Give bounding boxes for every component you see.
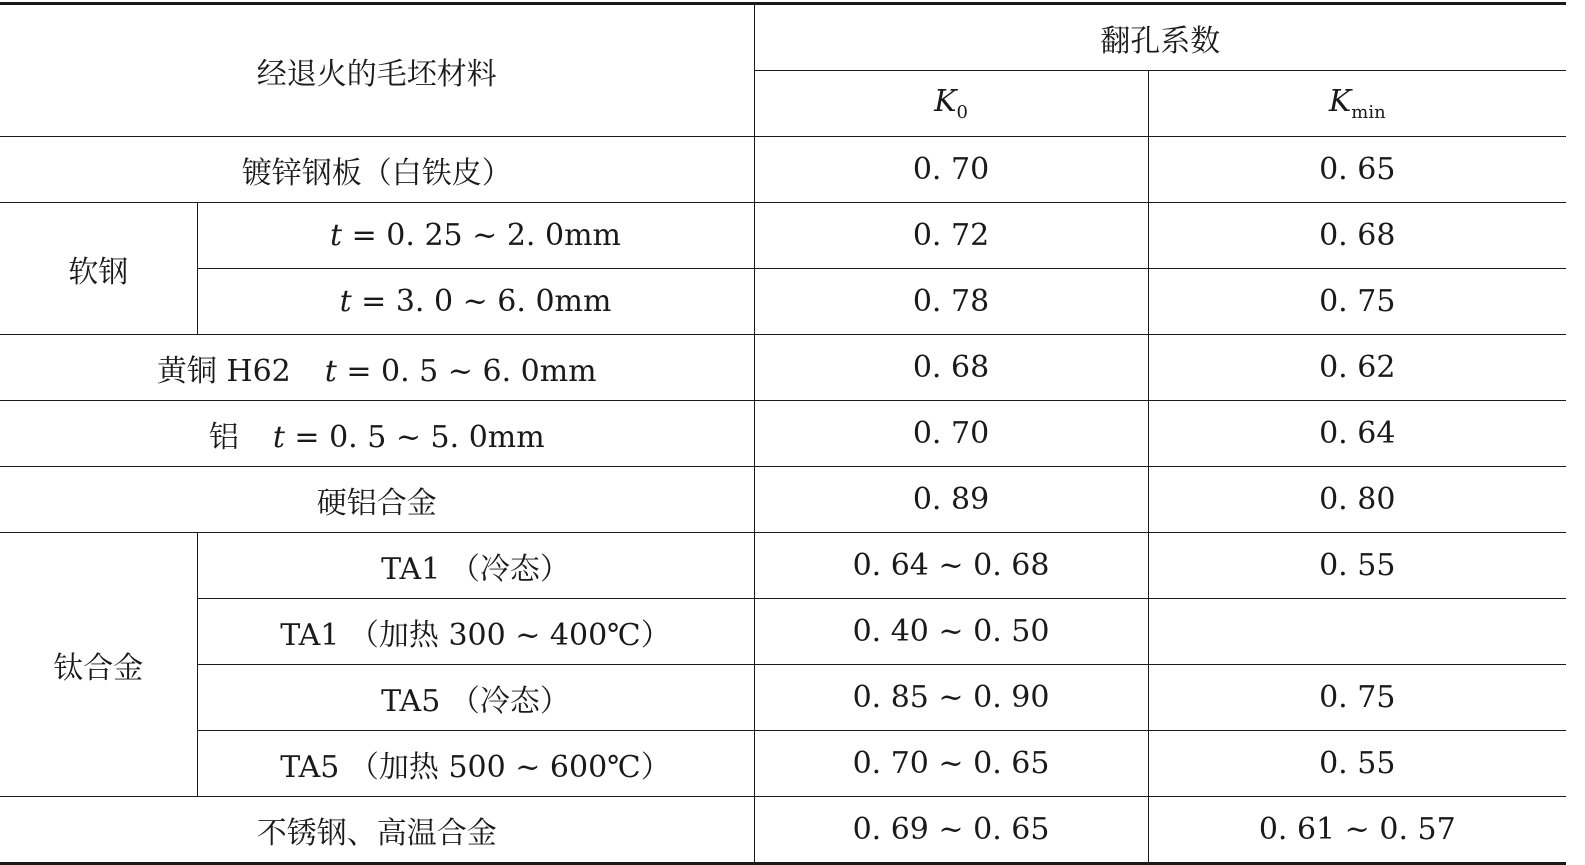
k0-header: $K_0$ bbox=[754, 71, 1148, 137]
material-subcell: t = 0. 25 ~ 2. 0mm bbox=[197, 203, 754, 269]
flanging-coefficient-table bbox=[0, 2, 1566, 865]
group-cell-mild-steel: 软钢 bbox=[0, 203, 197, 335]
material-subcell: t = 3. 0 ~ 6. 0mm bbox=[197, 269, 754, 335]
k0-cell: 0. 40 ~ 0. 50 bbox=[754, 599, 1148, 665]
material-subcell: TA1 （加热 300 ~ 400℃） bbox=[197, 599, 754, 665]
table-row bbox=[0, 797, 1566, 864]
k0-cell: 0. 78 bbox=[754, 269, 1148, 335]
kmin-cell: 0. 62 bbox=[1148, 335, 1566, 401]
material-cell: 铝 t = 0. 5 ~ 5. 0mm bbox=[0, 401, 754, 467]
table-row bbox=[0, 599, 1566, 665]
coefficient-header: 翻孔系数 bbox=[754, 4, 1566, 71]
table-row bbox=[0, 137, 1566, 203]
table-row bbox=[0, 467, 1566, 533]
material-cell: 黄铜 H62 t = 0. 5 ~ 6. 0mm bbox=[0, 335, 754, 401]
material-header: 经退火的毛坯材料 bbox=[0, 4, 754, 137]
k0-cell: 0. 89 bbox=[754, 467, 1148, 533]
table-row bbox=[0, 401, 1566, 467]
table-row bbox=[0, 335, 1566, 401]
table-row bbox=[0, 269, 1566, 335]
k0-cell: 0. 70 bbox=[754, 137, 1148, 203]
material-subcell: TA5 （冷态） bbox=[197, 665, 754, 731]
table-row bbox=[0, 533, 1566, 599]
material-cell: 镀锌钢板（白铁皮） bbox=[0, 137, 754, 203]
table-row bbox=[0, 665, 1566, 731]
k0-cell: 0. 69 ~ 0. 65 bbox=[754, 797, 1148, 864]
table-row bbox=[0, 203, 1566, 269]
kmin-cell: 0. 68 bbox=[1148, 203, 1566, 269]
kmin-cell: 0. 61 ~ 0. 57 bbox=[1148, 797, 1566, 864]
material-subcell: TA1 （冷态） bbox=[197, 533, 754, 599]
k0-cell: 0. 70 ~ 0. 65 bbox=[754, 731, 1148, 797]
k0-cell: 0. 85 ~ 0. 90 bbox=[754, 665, 1148, 731]
kmin-cell: 0. 65 bbox=[1148, 137, 1566, 203]
kmin-cell: 0. 55 bbox=[1148, 731, 1566, 797]
kmin-cell: 0. 75 bbox=[1148, 269, 1566, 335]
table-row bbox=[0, 731, 1566, 797]
k0-cell: 0. 70 bbox=[754, 401, 1148, 467]
kmin-cell: 0. 80 bbox=[1148, 467, 1566, 533]
header-row-1 bbox=[0, 4, 1566, 71]
group-cell-titanium-alloy: 钛合金 bbox=[0, 533, 197, 797]
kmin-header: $K_{min}$ bbox=[1148, 71, 1566, 137]
k0-cell: 0. 64 ~ 0. 68 bbox=[754, 533, 1148, 599]
k0-cell: 0. 68 bbox=[754, 335, 1148, 401]
kmin-cell: 0. 75 bbox=[1148, 665, 1566, 731]
kmin-cell bbox=[1148, 599, 1566, 665]
k0-cell: 0. 72 bbox=[754, 203, 1148, 269]
material-cell: 不锈钢、高温合金 bbox=[0, 797, 754, 864]
material-subcell: TA5 （加热 500 ~ 600℃） bbox=[197, 731, 754, 797]
kmin-cell: 0. 64 bbox=[1148, 401, 1566, 467]
kmin-cell: 0. 55 bbox=[1148, 533, 1566, 599]
material-cell: 硬铝合金 bbox=[0, 467, 754, 533]
